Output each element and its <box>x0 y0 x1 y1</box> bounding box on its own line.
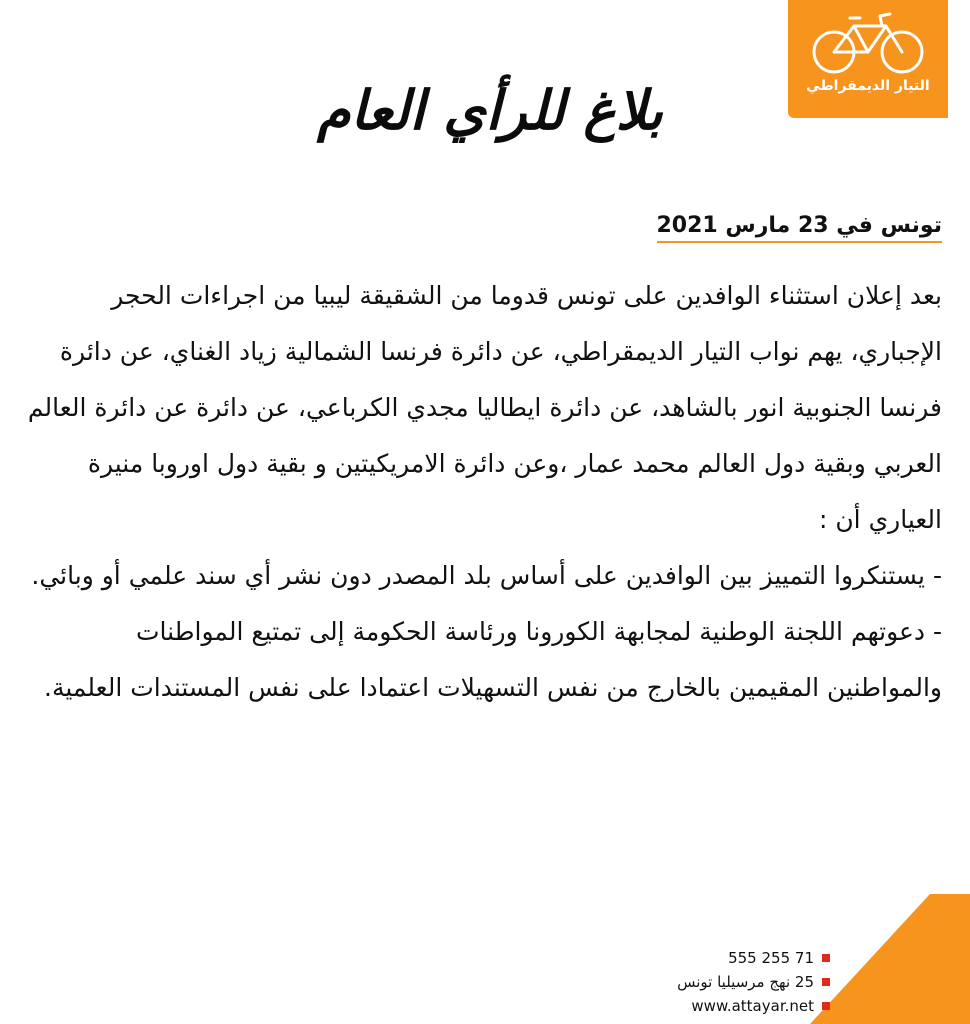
paragraph: بعد إعلان استثناء الوافدين على تونس قدوما من الشقيقة ليبيا من اجراءات الحجر الإجباري، يهم نواب التيار الديمقراطي، عن دائرة فرنسا الشمالية زياد الغناي، عن دائرة فرنسا الجنوبية انور بالشاهد، عن دائرة ايطاليا مجدي الكرباعي، عن دائرة عن دائرة العالم العربي وبقية دول العالم محمد عمار ،وعن دائرة الامريكيتين و بقية دول اوروبا منيرة العياري أن : <box>27 281 942 534</box>
contact-website[interactable] <box>677 994 830 1018</box>
corner-decoration <box>810 894 970 1024</box>
bullet-icon <box>822 954 830 962</box>
party-logo <box>788 0 948 118</box>
bicycle-icon <box>810 6 926 78</box>
contact-address <box>677 970 830 994</box>
paragraph: - دعوتهم اللجنة الوطنية لمجابهة الكورونا ورئاسة الحكومة إلى تمتيع المواطنات والمواطنين المقيمين بالخارج من نفس التسهيلات اعتمادا على نفس المستندات العلمية. <box>44 617 942 702</box>
paragraph: - يستنكروا التمييز بين الوافدين على أساس بلد المصدر دون نشر أي سند علمي أو وبائي. <box>31 561 942 590</box>
date-line: تونس في 23 مارس 2021 <box>657 213 943 243</box>
website-link[interactable]: www.attayar.net <box>691 997 814 1015</box>
page-title: بلاغ للرأي العام <box>317 78 663 142</box>
logo-text: التيار الديمقراطي <box>806 78 930 94</box>
address: 25 نهج مرسيليا تونس <box>677 973 814 991</box>
bullet-icon <box>822 1002 830 1010</box>
contact-phone <box>677 946 830 970</box>
bullet-icon <box>822 978 830 986</box>
phone-number: 71 255 555 <box>728 949 814 967</box>
statement-body <box>27 268 942 716</box>
contact-info <box>677 946 830 1018</box>
